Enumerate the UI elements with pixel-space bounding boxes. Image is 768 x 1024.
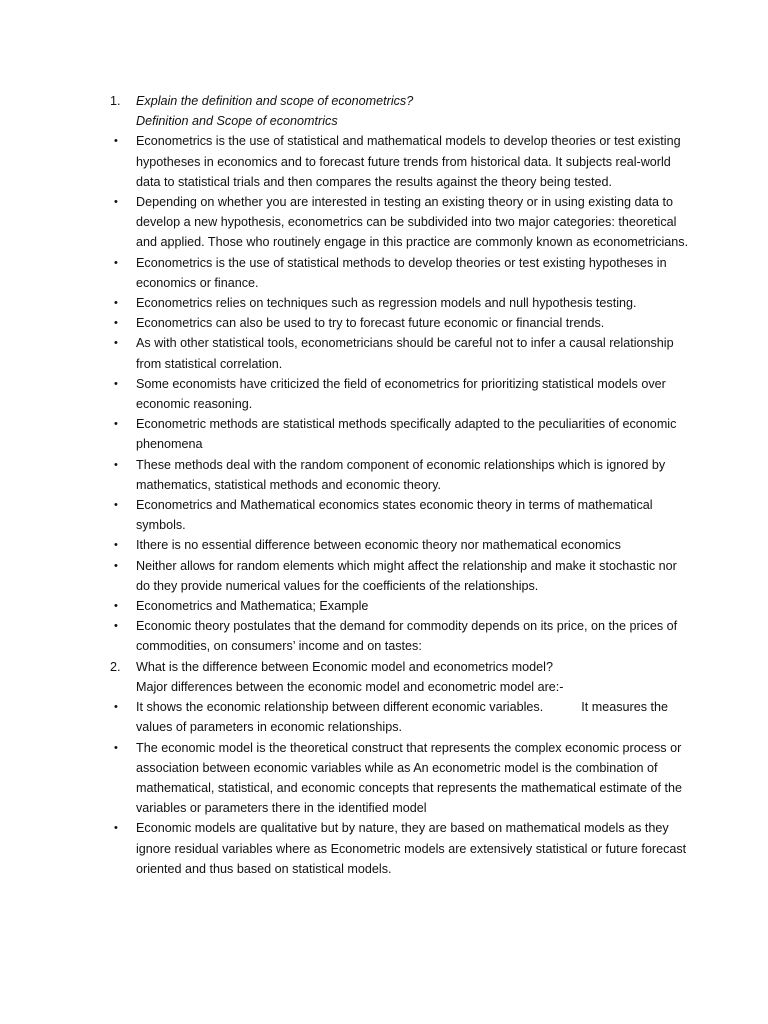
question-1-title: Explain the definition and scope of econometrics? [136, 94, 414, 108]
list-item [110, 455, 690, 495]
list-item-text: Econometrics is the use of statistical methods to develop theories or test existing hypotheses in economics or finance. [136, 255, 667, 290]
list-item [110, 293, 690, 313]
list-item-text: Econometrics relies on techniques such as regression models and null hypothesis testing. [136, 296, 637, 311]
list-item [110, 535, 690, 555]
list-item-text: The economic model is the theoretical construct that represents the complex economic process or association between economic variables while as An econometric model is the combination of mathematical, statistical, and economic concepts that represents the mathematical estimate of the variables or parameters there in the identified model [136, 740, 682, 816]
bullet-marker: • [114, 600, 118, 613]
question-2-title: What is the difference between Economic model and econometrics model? [136, 659, 553, 674]
bullet-marker: • [114, 620, 118, 633]
question-2-number: 2. [110, 659, 121, 674]
bullet-marker: • [114, 377, 118, 390]
bullet-marker: • [114, 701, 118, 714]
list-item-text: Economic models are qualitative but by nature, they are based on mathematical models as they ignore residual variables where as Econometric models are extensively statistical or future forecast oriented and thus based on statistical models. [136, 821, 687, 876]
bullet-marker: • [114, 458, 118, 471]
bullet-marker: • [114, 337, 118, 350]
document-body [110, 91, 690, 879]
bullet-marker: • [114, 539, 118, 552]
list-item-text: Econometrics and Mathematica; Example [136, 599, 369, 614]
list-item [110, 697, 690, 737]
list-item [110, 374, 690, 414]
list-item [110, 616, 690, 656]
list-item [110, 818, 690, 879]
question-1 [110, 91, 690, 111]
list-item [110, 495, 690, 535]
bullet-marker: • [114, 196, 118, 209]
list-item-text: Ithere is no essential difference between economic theory nor mathematical economics [136, 538, 621, 553]
list-item-text: Econometric methods are statistical methods specifically adapted to the peculiarities of economic phenomena [136, 417, 677, 452]
bullet-marker: • [114, 741, 118, 754]
question-1-subtitle: Definition and Scope of economtrics [136, 114, 338, 129]
question-1-number: 1. [110, 94, 121, 108]
list-item-text: Depending on whether you are interested in testing an existing theory or in using existing data to develop a new hypothesis, econometrics can be subdivided into two major categories: theoretical and applied. Those who routinely engage in this practice are commonly known as econometricians. [136, 195, 689, 250]
list-item-text: These methods deal with the random component of economic relationships which is ignored by mathematics, statistical methods and economic theory. [136, 457, 666, 492]
list-item [110, 738, 690, 819]
list-item [110, 333, 690, 373]
list-item-text-part-b: It measures the values of parameters in economic relationships. [136, 700, 669, 735]
list-item-text: Econometrics is the use of statistical and mathematical models to develop theories or test existing hypotheses in economics and to forecast future trends from historical data. It subjects real-world data to statistical trials and then compares the results against the theory being tested. [136, 134, 681, 189]
list-item [110, 313, 690, 333]
list-item [110, 131, 690, 192]
bullet-marker: • [114, 256, 118, 269]
bullet-marker: • [114, 499, 118, 512]
list-item [110, 192, 690, 253]
list-item-text: Econometrics and Mathematical economics states economic theory in terms of mathematical symbols. [136, 498, 653, 533]
list-item-text: Economic theory postulates that the demand for commodity depends on its price, on the prices of commodities, on consumers’ income and on tastes: [136, 619, 678, 654]
question-2 [110, 657, 690, 677]
list-item-text: As with other statistical tools, econometricians should be careful not to infer a causal relationship from statistical correlation. [136, 336, 674, 371]
bullet-marker: • [114, 822, 118, 835]
list-item-text-part-a: It shows the economic relationship between different economic variables. [136, 700, 544, 715]
list-item [110, 253, 690, 293]
bullet-marker: • [114, 418, 118, 431]
list-item-text: Econometrics can also be used to try to forecast future economic or financial trends. [136, 316, 605, 331]
bullet-marker: • [114, 559, 118, 572]
question-2-subtitle: Major differences between the economic model and econometric model are:- [136, 679, 564, 694]
bullet-marker: • [114, 135, 118, 148]
list-item [110, 556, 690, 596]
list-item-text: Some economists have criticized the field of econometrics for prioritizing statistical models over economic reasoning. [136, 376, 666, 412]
list-item [110, 596, 690, 616]
bullet-marker: • [114, 297, 118, 310]
list-item [110, 414, 690, 454]
bullet-marker: • [114, 317, 118, 330]
list-item-text: Neither allows for random elements which might affect the relationship and make it stochastic nor do they provide numerical values for the coefficients of the relationships. [136, 558, 677, 593]
